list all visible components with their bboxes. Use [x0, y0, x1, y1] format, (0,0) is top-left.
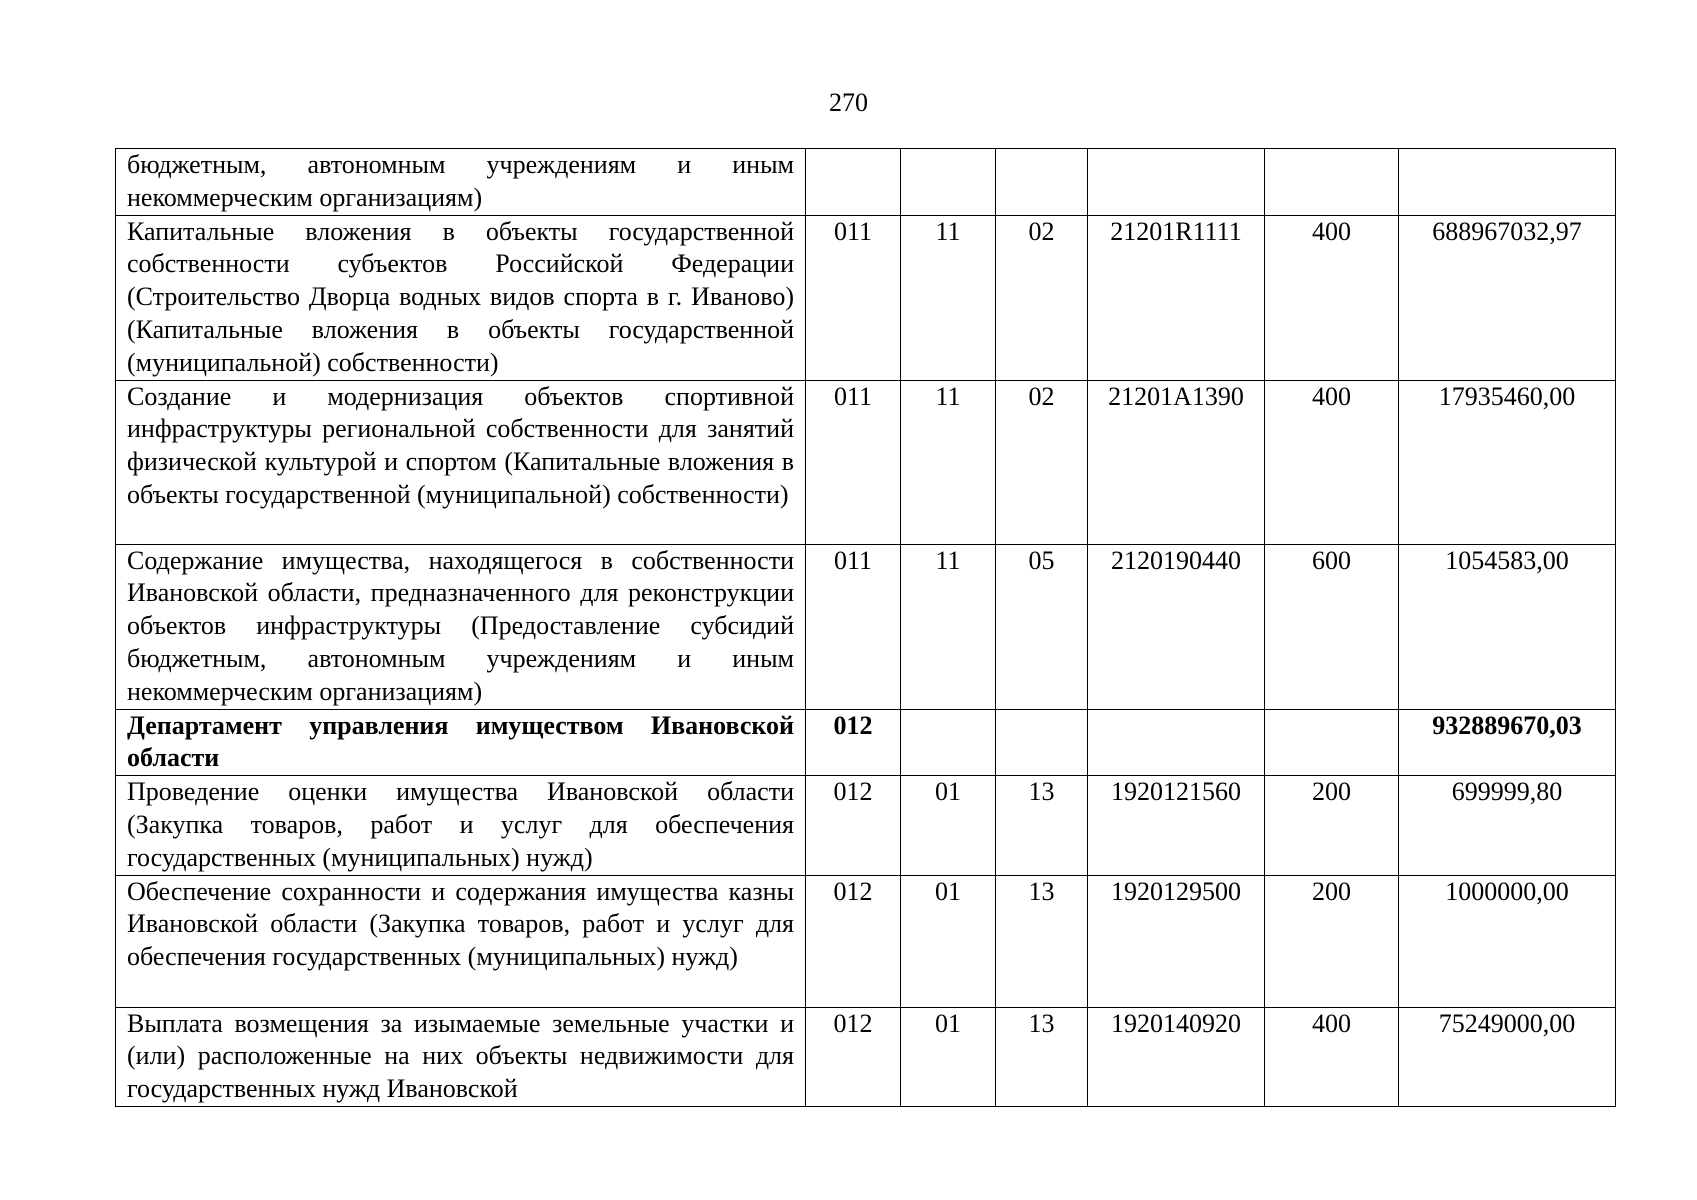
section-code: 11 [901, 544, 996, 709]
table-row-department [116, 709, 1616, 776]
ministry-code: 012 [806, 709, 901, 776]
expense-type-code: 400 [1265, 215, 1399, 380]
subsection-code: 02 [996, 380, 1088, 544]
row-description: Содержание имущества, находящегося в собственности Ивановской области, предназначенного для реконструкции объектов инфраструктуры (Предоставление субсидий бюджетным, автономным учреждениям и иным некоммерческим организациям) [116, 544, 806, 709]
table-row [116, 1007, 1616, 1106]
table-row [116, 544, 1616, 709]
amount: 17935460,00 [1399, 380, 1616, 544]
section-code: 11 [901, 380, 996, 544]
section-code: 11 [901, 215, 996, 380]
ministry-code: 011 [806, 380, 901, 544]
table-row [116, 149, 1616, 216]
ministry-code [806, 149, 901, 216]
amount: 699999,80 [1399, 776, 1616, 875]
department-title: Департамент управления имуществом Ивановской области [116, 709, 806, 776]
subsection-code: 05 [996, 544, 1088, 709]
target-article-code: 1920129500 [1088, 875, 1265, 1007]
target-article-code [1088, 149, 1265, 216]
row-description: Капитальные вложения в объекты государственной собственности субъектов Российской Федерации (Строительство Дворца водных видов спорта в г. Иваново) (Капитальные вложения в объекты государственной (муниципальной) собственности) [116, 215, 806, 380]
ministry-code: 012 [806, 1007, 901, 1106]
subsection-code [996, 149, 1088, 216]
section-code [901, 149, 996, 216]
subsection-code: 13 [996, 1007, 1088, 1106]
target-article-code: 21201R1111 [1088, 215, 1265, 380]
target-article-code: 2120190440 [1088, 544, 1265, 709]
row-description: Создание и модернизация объектов спортивной инфраструктуры региональной собственности для занятий физической культурой и спортом (Капитальные вложения в объекты государственной (муниципальной) собственности) [116, 380, 806, 544]
ministry-code: 011 [806, 544, 901, 709]
row-description: бюджетным, автономным учреждениям и иным некоммерческим организациям) [116, 149, 806, 216]
table-row [116, 776, 1616, 875]
target-article-code: 1920140920 [1088, 1007, 1265, 1106]
subsection-code: 13 [996, 776, 1088, 875]
section-code: 01 [901, 776, 996, 875]
subsection-code: 13 [996, 875, 1088, 1007]
section-code: 01 [901, 1007, 996, 1106]
expense-type-code: 200 [1265, 776, 1399, 875]
amount: 1000000,00 [1399, 875, 1616, 1007]
department-total-amount: 932889670,03 [1399, 709, 1616, 776]
ministry-code: 011 [806, 215, 901, 380]
ministry-code: 012 [806, 875, 901, 1007]
amount [1399, 149, 1616, 216]
subsection-code: 02 [996, 215, 1088, 380]
amount: 1054583,00 [1399, 544, 1616, 709]
budget-table [115, 148, 1616, 1107]
expense-type-code [1265, 149, 1399, 216]
subsection-code [996, 709, 1088, 776]
amount: 75249000,00 [1399, 1007, 1616, 1106]
section-code: 01 [901, 875, 996, 1007]
table-row [116, 380, 1616, 544]
table-row [116, 215, 1616, 380]
amount: 688967032,97 [1399, 215, 1616, 380]
target-article-code [1088, 709, 1265, 776]
row-description: Обеспечение сохранности и содержания имущества казны Ивановской области (Закупка товаров, работ и услуг для обеспечения государственных (муниципальных) нужд) [116, 875, 806, 1007]
target-article-code: 1920121560 [1088, 776, 1265, 875]
row-description: Выплата возмещения за изымаемые земельные участки и (или) расположенные на них объекты недвижимости для государственных нужд Ивановской [116, 1007, 806, 1106]
page-number: 270 [829, 88, 868, 117]
expense-type-code [1265, 709, 1399, 776]
table-row [116, 875, 1616, 1007]
target-article-code: 21201A1390 [1088, 380, 1265, 544]
expense-type-code: 400 [1265, 1007, 1399, 1106]
section-code [901, 709, 996, 776]
row-description: Проведение оценки имущества Ивановской области (Закупка товаров, работ и услуг для обеспечения государственных (муниципальных) нужд) [116, 776, 806, 875]
expense-type-code: 600 [1265, 544, 1399, 709]
expense-type-code: 400 [1265, 380, 1399, 544]
expense-type-code: 200 [1265, 875, 1399, 1007]
ministry-code: 012 [806, 776, 901, 875]
